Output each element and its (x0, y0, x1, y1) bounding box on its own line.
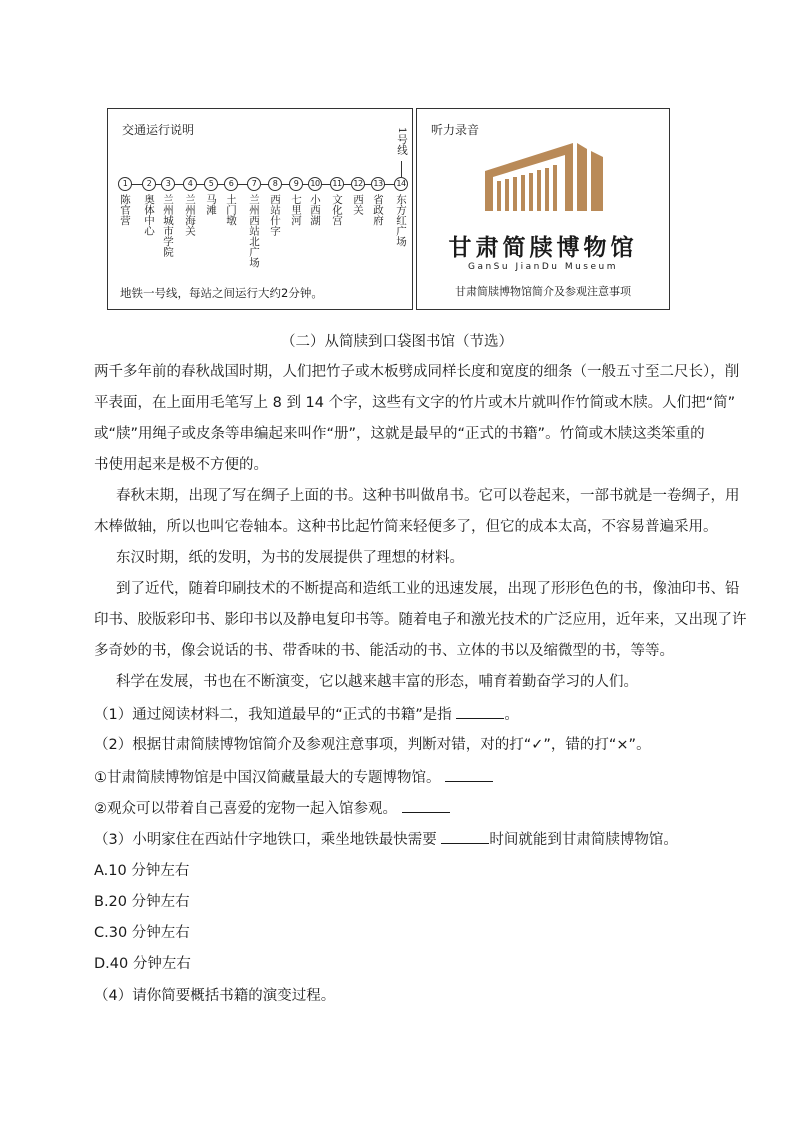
question-3-post: 时间就能到甘肃简牍博物馆。 (489, 832, 678, 848)
metro-title: 交通运行说明 (122, 123, 195, 137)
passage-line: 印书、胶版彩印书、影印书以及静电复印书等。随着电子和激光技术的广泛应用，近年来，又出现了许 (94, 612, 747, 628)
passage-line: 木棒做轴，所以也叫它卷轴本。这种书比起竹简来轻便多了，但它的成本太高，不容易普遍采用。 (94, 519, 718, 535)
station-name: 西关 (352, 194, 364, 215)
metro-note: 地铁一号线，每站之间运行大约2分钟。 (120, 286, 323, 300)
station-name: 小西湖 (309, 194, 321, 226)
question-4: （4）请你简要概括书籍的演变过程。 (94, 988, 336, 1004)
metro-figure (107, 108, 413, 310)
question-1 (94, 704, 724, 725)
passage-line: 东汉时期，纸的发明，为书的发展提供了理想的材料。 (116, 550, 464, 566)
question-1-end: 。 (504, 707, 519, 723)
answer-blank[interactable] (456, 704, 504, 719)
line-label: 1号线 (396, 127, 408, 155)
station-name: 西站什字 (269, 194, 281, 236)
question-2b-text: ②观众可以带着自己喜爱的宠物一起入馆参观。 (94, 801, 402, 817)
museum-figure (416, 108, 670, 310)
station-name: 兰州海关 (184, 194, 196, 236)
metro-station (330, 177, 344, 226)
metro-station (308, 177, 322, 226)
answer-blank[interactable] (402, 798, 450, 813)
passage-line: 科学在发展，书也在不断演变，它以越来越丰富的形态，哺育着勤奋学习的人们。 (116, 674, 638, 690)
question-2: （2）根据甘肃简牍博物馆简介及参观注意事项，判断对错，对的打“✓”，错的打“×”。 (94, 737, 651, 753)
museum-brand-en: GanSu JianDu Museum (467, 262, 618, 272)
metro-station (247, 177, 261, 268)
passage-line: 或“牍”用绳子或皮条等串编起来叫作“册”，这就是最早的“正式的书籍”。竹简或木牍这类笨重的 (94, 426, 705, 442)
metro-station (351, 177, 365, 215)
metro-station (224, 177, 238, 226)
station-name: 马滩 (205, 194, 217, 215)
question-3-pre: （3）小明家住在西站什字地铁口，乘坐地铁最快需要 (94, 832, 442, 848)
option-b[interactable]: B.20 分钟左右 (94, 894, 190, 910)
station-name: 省政府 (372, 194, 384, 226)
passage-line: 多奇妙的书，像会说话的书、带香味的书、能活动的书、立体的书以及缩微型的书，等等。 (94, 643, 674, 659)
question-3 (94, 829, 724, 850)
option-c[interactable]: C.30 分钟左右 (94, 925, 190, 941)
station-number: 3 (161, 177, 175, 191)
station-number: 2 (142, 177, 156, 191)
option-d[interactable]: D.40 分钟左右 (94, 956, 191, 972)
station-name: 文化宫 (331, 194, 343, 226)
station-number: 11 (330, 177, 344, 191)
metro-station (183, 177, 197, 236)
museum-title: 听力录音 (431, 123, 480, 137)
line-connector (401, 161, 402, 177)
station-number: 7 (247, 177, 261, 191)
station-number: 5 (204, 177, 218, 191)
station-name: 兰州西站北广场 (248, 194, 260, 268)
answer-blank[interactable] (441, 829, 489, 844)
metro-station (289, 177, 303, 226)
station-number: 1 (118, 177, 132, 191)
station-name: 东方红广场 (395, 194, 407, 247)
section-title: （二）从简牍到口袋图书馆（节选） (281, 334, 513, 350)
metro-station (268, 177, 282, 236)
station-number: 8 (268, 177, 282, 191)
museum-note: 甘肃简牍博物馆简介及参观注意事项 (455, 285, 631, 298)
answer-blank[interactable] (445, 767, 493, 782)
metro-station (142, 177, 156, 236)
passage-line: 平表面，在上面用毛笔写上 8 到 14 个字，这些有文字的竹片或木片就叫作竹简或木牍。人们把“简” (94, 395, 736, 411)
museum-brand-cn: 甘肃简牍博物馆 (448, 234, 638, 261)
question-1-text: （1）通过阅读材料二，我知道最早的“正式的书籍”是指 (94, 707, 457, 723)
station-number: 9 (289, 177, 303, 191)
question-2a (94, 767, 724, 788)
metro-station (161, 177, 175, 257)
museum-building-icon (479, 135, 609, 215)
station-name: 土门墩 (225, 194, 237, 226)
station-name: 陈官营 (119, 194, 131, 226)
station-number: 12 (351, 177, 365, 191)
passage-line: 春秋末期，出现了写在绸子上面的书。这种书叫做帛书。它可以卷起来，一部书就是一卷绸子，用 (116, 488, 740, 504)
station-name: 兰州城市学院 (162, 194, 174, 257)
metro-station (204, 177, 218, 215)
station-number: 14 (394, 177, 408, 191)
metro-station (118, 177, 132, 226)
metro-station (371, 177, 385, 226)
station-number: 6 (224, 177, 238, 191)
station-name: 七里河 (290, 194, 302, 226)
metro-station (394, 177, 408, 247)
passage-line: 两千多年前的春秋战国时期，人们把竹子或木板劈成同样长度和宽度的细条（一般五寸至二尺长），削 (94, 364, 740, 380)
station-number: 13 (371, 177, 385, 191)
option-a[interactable]: A.10 分钟左右 (94, 863, 190, 879)
station-number: 4 (183, 177, 197, 191)
station-name: 奥体中心 (143, 194, 155, 236)
passage-line: 到了近代，随着印刷技术的不断提高和造纸工业的迅速发展，出现了形形色色的书，像油印书、铅 (116, 581, 740, 597)
question-2b (94, 798, 724, 819)
question-2a-text: ①甘肃简牍博物馆是中国汉简藏量最大的专题博物馆。 (94, 770, 446, 786)
station-number: 10 (308, 177, 322, 191)
passage-line: 书使用起来是极不方便的。 (94, 457, 268, 473)
